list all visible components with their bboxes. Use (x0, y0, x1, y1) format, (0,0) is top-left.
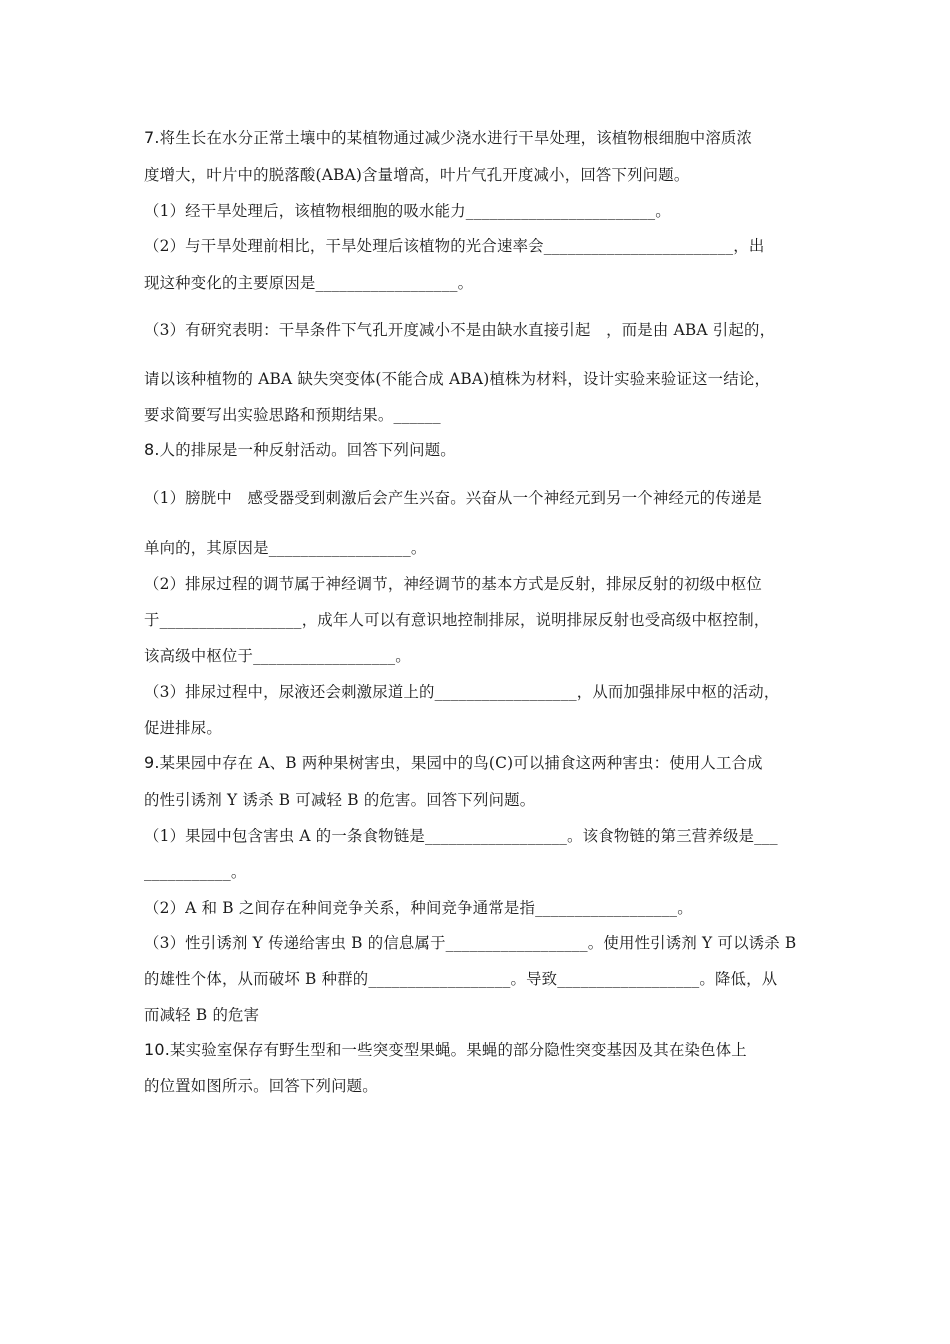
q10-stem-line-1 (144, 1040, 747, 1060)
q7-part-2-line-2: 现这种变化的主要原因是__________________。 (144, 274, 474, 292)
q8-part-2-line-1: （2）排尿过程的调节属于神经调节，神经调节的基本方式是反射，排尿反射的初级中枢位 (144, 575, 763, 593)
q7-stem-line-2: 度增大，叶片中的脱落酸(ABA)含量增高，叶片气孔开度减小，回答下列问题。 (144, 166, 690, 184)
q8-part-3-line-1: （3）排尿过程中，尿液还会刺激尿道上的__________________，从而加强排尿中枢的活动， (144, 683, 780, 701)
q9-part-1-line-2: ___________。 (144, 863, 247, 881)
q9-part-3-line-3: 而减轻 B 的危害 (144, 1006, 260, 1024)
q8-part-1-line-1: （1）膀胱中 感受器受到刺激后会产生兴奋。兴奋从一个神经元到另一个神经元的传递是 (144, 489, 763, 507)
q10-number: 10. (144, 1040, 171, 1059)
q9-stem-text-1: 某果园中存在 A、B 两种果树害虫，果园中的鸟(C)可以捕食这两种害虫：使用人工合成 (159, 754, 763, 772)
q8-part-1-line-2: 单向的，其原因是__________________。 (144, 539, 427, 557)
q8-part-3-line-2: 促进排尿。 (144, 719, 222, 737)
q9-part-2: （2）A 和 B 之间存在种间竞争关系，种间竞争通常是指__________________。 (144, 899, 693, 917)
q10-stem-line-2: 的位置如图所示。回答下列问题。 (144, 1077, 378, 1095)
q9-stem-line-2: 的性引诱剂 Y 诱杀 B 可减轻 B 的危害。回答下列问题。 (144, 791, 536, 809)
q9-part-3-line-2: 的雄性个体，从而破坏 B 种群的__________________。导致__________________。降低，从 (144, 970, 778, 988)
q7-part-1: （1）经干旱处理后，该植物根细胞的吸水能力________________________。 (144, 202, 671, 220)
q8-stem-text-1: 人的排尿是一种反射活动。回答下列问题。 (159, 441, 456, 459)
q8-number: 8. (144, 440, 160, 459)
q7-part-2-line-1: （2）与干旱处理前相比，干旱处理后该植物的光合速率会________________________，出 (144, 237, 765, 255)
q10-stem-text-1: 某实验室保存有野生型和一些突变型果蝇。果蝇的部分隐性突变基因及其在染色体上 (170, 1041, 747, 1059)
q9-part-1-line-1: （1）果园中包含害虫 A 的一条食物链是__________________。该食物链的第三营养级是___ (144, 827, 778, 845)
q7-part-3-line-2: 请以该种植物的 ABA 缺失突变体(不能合成 ABA)植株为材料，设计实验来验证这一结论， (144, 370, 771, 388)
q8-part-2-line-2: 于__________________，成年人可以有意识地控制排尿，说明排尿反射也受高级中枢控制， (144, 611, 770, 629)
q8-part-2-line-3: 该高级中枢位于__________________。 (144, 647, 411, 665)
q9-number: 9. (144, 753, 160, 772)
q7-part-3-line-3: 要求简要写出实验思路和预期结果。______ (144, 406, 441, 424)
q9-stem-line-1 (144, 753, 763, 773)
q8-stem-line-1 (144, 440, 456, 460)
q7-stem-text-1: 将生长在水分正常土壤中的某植物通过减少浇水进行干旱处理，该植物根细胞中溶质浓 (159, 129, 753, 147)
q7-part-3-line-1: （3）有研究表明：干旱条件下气孔开度减小不是由缺水直接引起 ，而是由 ABA 引起的， (144, 321, 776, 339)
q7-number: 7. (144, 128, 160, 147)
q9-part-3-line-1: （3）性引诱剂 Y 传递给害虫 B 的信息属于__________________。使用性引诱剂 Y 可以诱杀 B (144, 934, 797, 952)
q7-stem-line-1 (144, 128, 752, 148)
